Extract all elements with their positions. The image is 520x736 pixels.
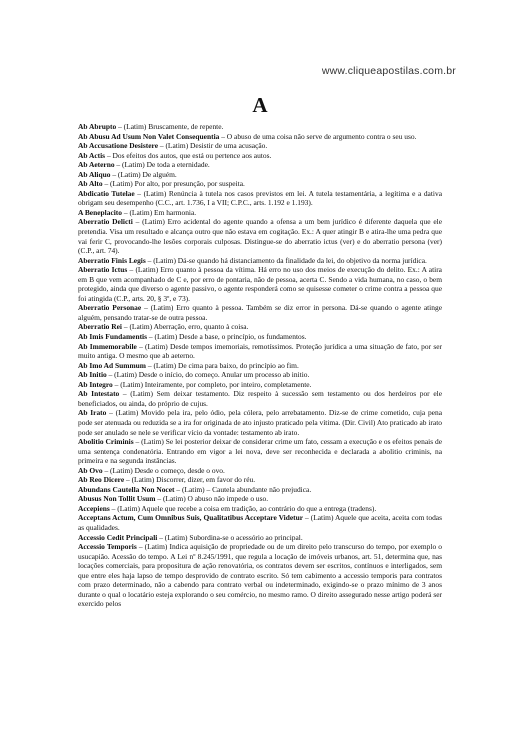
entry-term: Ab Accusatione Desistere [78,141,159,151]
entry-term: Ab Abusu Ad Usum Non Valet Consequentia [78,131,220,141]
entry-term: Aberratio Ictus [78,265,128,275]
glossary-entry [78,217,442,255]
glossary-entry [78,141,442,151]
entry-definition: – (Latim) Por alto, por presunção, por suspeita. [102,179,245,189]
entry-term: A Beneplacito [78,207,123,217]
entry-definition: – (Latim) De cima para baixo, do princípio ao fim. [146,360,299,370]
entry-term: Ab Alto [78,179,103,189]
glossary-entry [78,361,442,371]
entry-term: Aberratio Delicti [78,217,133,227]
entry-definition: – (Latim) Discorrer, dizer, em favor do réu. [124,475,256,485]
entry-term: Ab Imo Ad Summum [78,360,146,370]
glossary-entry [78,256,442,266]
entry-definition: – (Latim) Bruscamente, de repente. [116,122,224,131]
glossary-entry [78,389,442,408]
entry-definition: – (Latim) Aquele que recebe a coisa em tradição, ao contrário do que a entrega (tradens). [109,503,377,513]
glossary-entry [78,332,442,342]
glossary-entry [78,513,442,532]
entry-definition: – (Latim) Em harmonia. [122,207,197,217]
entry-definition: – (Latim) Indica aquisição de propriedade ou de um direito pelo transcurso do tempo, por exemplo o usucapião. Acessão do tempo. A Lei nº 8.245/1991, que regula a locação de imóveis urbanos, art. 51, determina que, nas locações comerciais, para propositura de ação renovatória, os contratos devem ser escritos, contínuos e interligados, sem que entre eles haja lapso de tempo desprovido de contrato escrito. Só tem cabimento a accessio temporis para contratos com prazo determinado, não a cabendo para contrato verbal ou indeterminado, exigindo-se o prazo mínimo de 3 anos durante o qual o locatário esteja explorando o seu comércio, no mesmo ramo. O direito assegurado nesse artigo poderá ser exercido pelos [78,542,442,609]
entry-term: Abolitio Criminis [78,437,134,447]
entry-term: Ab Actis [78,150,106,160]
glossary-entry [78,380,442,390]
entry-term: Acceptans Actum, Cum Omnibus Suis, Qualitatibus Acceptare Videtur [78,513,304,523]
glossary-entry [78,322,442,332]
glossary-entry [78,189,442,208]
entry-term: Aberratio Rei [78,322,122,332]
entry-term: Ab Irato [78,408,107,418]
glossary-entry [78,170,442,180]
entry-definition: – (Latim) Aberração, erro, quanto à coisa. [122,322,249,332]
entry-definition: – (Latim) Inteiramente, por completo, por inteiro, completamente. [112,379,312,389]
glossary-entry [78,408,442,437]
entry-definition: – (Latim) De alguém. [110,169,177,179]
entry-definition: – (Latim) Desistir de uma acusação. [158,141,268,151]
glossary-entry [78,437,442,466]
entry-term: Abusus Non Tollit Usum [78,494,156,504]
entry-definition: – (Latim) Aquele que aceita, aceita com todas as qualidades. [78,513,443,532]
entry-definition: – (Latim) Subordina-se o acessório ao principal. [157,532,303,542]
entry-term: Ab Intestato [78,389,120,399]
entry-definition: – O abuso de uma coisa não serve de argumento contra o seu uso. [219,131,417,141]
entry-definition: – (Latim) Movido pela ira, pelo ódio, pela cólera, pelo arrebatamento. Diz-se de crime cometido, cuja pena pode ser atenuada ou reduzida se a ira for originada de ato injusto praticado pela vítima. (Dir. Civil) Ato praticado ab irato pode ser anulado se nele se verificar vício da vontade: testamento ab irato. [78,408,442,437]
entry-definition: – (Latim) Desde a base, o princípio, os fundamentos. [147,332,307,342]
glossary-entry [78,132,442,142]
glossary-entry [78,494,442,504]
entry-definition: – (Latim) – Cautela abundante não prejudica. [174,484,312,494]
glossary-entry [78,151,442,161]
glossary-entry [78,533,442,543]
glossary-entry [78,160,442,170]
entry-term: Accessio Cedit Principali [78,532,158,542]
entry-term: Ab Immemorabile [78,341,137,351]
glossary-entries [78,122,442,609]
glossary-entry [78,265,442,303]
entry-definition: – (Latim) Se lei posterior deixar de considerar crime um fato, cessam a execução e os efeitos penais de uma sentença condenatória. Entrando em vigor a lei nova, deve ser reconhecida e declarada a abolitio criminis, na primeira e na segunda instâncias. [78,437,442,466]
entry-term: Aberratio Personae [78,303,142,313]
entry-definition: – (Latim) Desde o começo, desde o ovo. [102,465,225,475]
entry-definition: – (Latim) Erro acidental do agente quando a ofensa a um bem jurídico é diferente daquela que ele pretendia. Visa um resultado e alcança outro que não estava em cogitação. Ex.: A quer atingir B e atira-lhe uma pedra que vai ferir C, provocando-lhe lesões corporais culposas. Distingue-se do aberratio ictus (ver) e do aberratio persona (ver) (C.P., art. 74). [78,217,443,256]
entry-definition: – (Latim) Desde tempos imemoriais, remotíssimos. Proteção jurídica a uma situação de fato, por ser muito antiga. O mesmo que ab aeterno. [78,341,442,361]
entry-definition: – (Latim) Sem deixar testamento. Diz respeito à sucessão sem testamento ou dos herdeiros por ele beneficiados, ou ainda, do próprio de cujus. [78,389,442,408]
entry-term: Ab Initio [78,370,107,380]
entry-term: Ab Reo Dicere [78,475,125,485]
entry-term: Abdicatio Tutelae [78,188,135,198]
entry-term: Accepiens [78,503,110,513]
glossary-entry [78,303,442,322]
entry-term: Aberratio Finis Legis [78,255,146,265]
section-letter-heading: A [252,93,268,117]
entry-term: Ab Aliquo [78,169,111,179]
entry-definition: – (Latim) Desde o início, do começo. Anular um processo ab initio. [106,370,310,380]
glossary-entry [78,370,442,380]
site-url: www.cliqueapostilas.com.br [321,65,456,77]
glossary-entry [78,466,442,476]
entry-definition: – (Latim) Renúncia à tutela nos casos previstos em lei. A tutela testamentária, a legítima e a dativa obrigam seu desempenho (C.C., art. 1.736, I a VII; C.P.C., arts. 1.192 e 1.193). [78,188,443,208]
entry-definition: – (Latim) Erro quanto à pessoa. Também se diz error in persona. Dá-se quando o agente atinge alguém, pensando tratar-se de outra pessoa. [78,303,442,322]
glossary-entry [78,475,442,485]
glossary-entry [78,122,442,132]
entry-definition: – (Latim) De toda a eternidade. [114,160,210,170]
entry-term: Abundans Cautella Non Nocet [78,484,175,494]
glossary-entry [78,208,442,218]
entry-definition: – Dos efeitos dos autos, que está ou pertence aos autos. [105,150,272,160]
entry-definition: – (Latim) O abuso não impede o uso. [155,494,269,504]
entry-term: Ab Imis Fundamentis [78,332,148,342]
glossary-entry [78,504,442,514]
entry-definition: – (Latim) Dá-se quando há distanciamento da finalidade da lei, do objetivo da norma jurídica. [145,255,427,265]
glossary-entry [78,485,442,495]
entry-term: Ab Aeterno [78,160,115,170]
entry-term: Ab Integro [78,379,113,389]
glossary-entry [78,542,442,609]
glossary-entry [78,179,442,189]
entry-definition: – (Latim) Erro quanto à pessoa da vítima. Há erro no uso dos meios de execução do delito. Ex.: A atira em B que vem acompanhado de C e, por erro de pontaria, não de pessoa, acerta C. Sendo a vida humana, no caso, o bem protegido, ainda que diverso o agente passivo, o agente responderá como se quisesse cometer o crime contra a pessoa que foi atingida (C.P., arts. 20, § 3º, e 73). [78,265,442,303]
entry-term: Ab Abrupto [78,122,117,131]
glossary-entry [78,342,442,361]
entry-term: Accessio Temporis [78,542,137,552]
entry-term: Ab Ovo [78,465,103,475]
